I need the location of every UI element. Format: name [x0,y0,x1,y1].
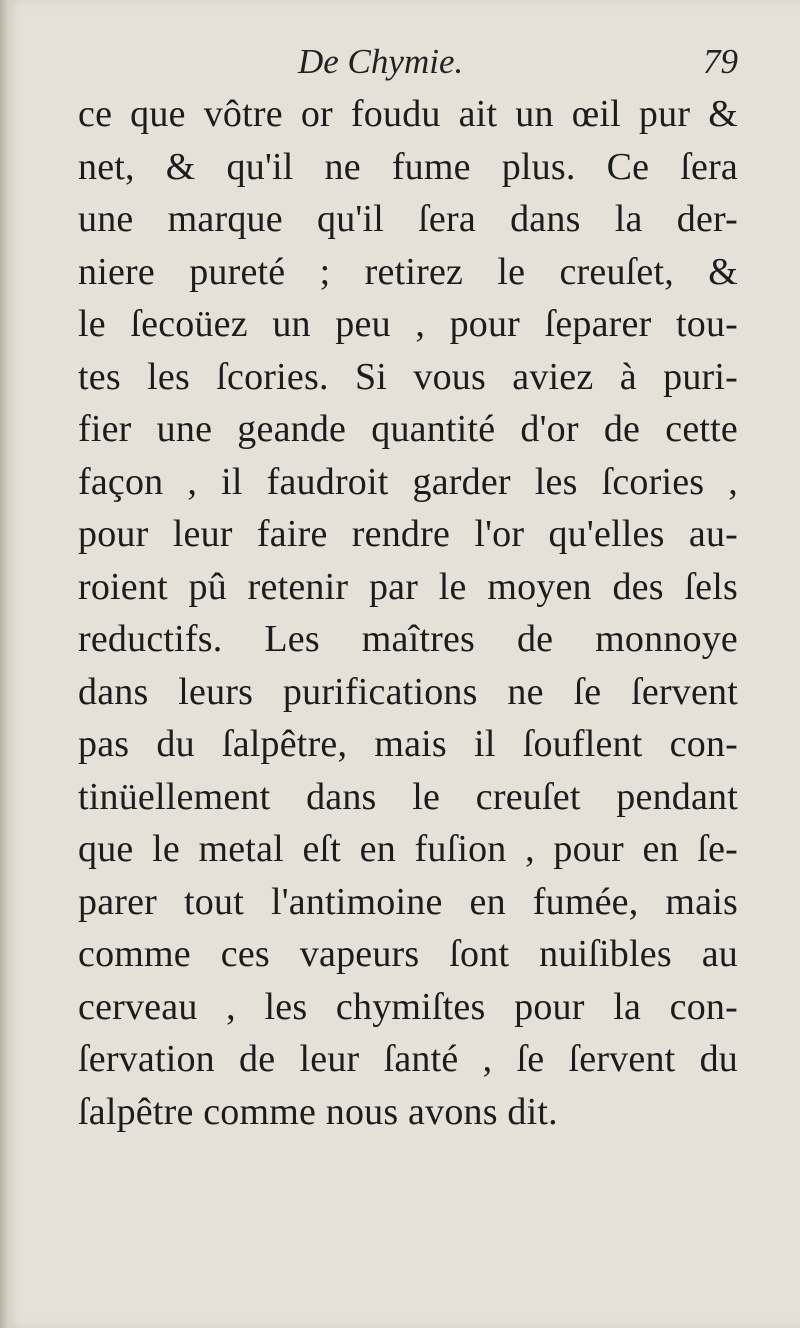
text-line: tes les ſcories. Si vous aviez à puri- [78,355,738,398]
text-line: ſalpêtre comme nous avons dit. [78,1090,558,1133]
text-line: ce que vôtre or foudu ait un œil pur & [78,93,738,135]
text-line: comme ces vapeurs ſont nuiſibles au [78,933,738,975]
running-head [78,40,738,90]
text-line: pas du ſalpêtre, mais il ſouflent con- [78,723,738,765]
text-line: cerveau , les chymiſtes pour la con- [78,985,738,1028]
running-head-title: De Chymie. [298,42,464,81]
text-line: fier une geande quantité d'or de cette [78,408,738,450]
text-line: reductifs. Les maîtres de monnoye [78,618,738,660]
text-line: façon , il faudroit garder les ſcories , [78,460,738,503]
text-line: parer tout l'antimoine en fumée, mais [78,880,738,923]
text-line: ſervation de leur ſanté , ſe ſervent du [78,1038,738,1080]
text-line: une marque qu'il ſera dans la der- [78,198,738,240]
text-line: net, & qu'il ne fume plus. Ce ſera [78,145,738,188]
page-number: 79 [703,42,738,81]
page-gutter [0,0,10,1328]
text-line: niere pureté ; retirez le creuſet, & [78,250,738,293]
text-line: dans leurs purifications ne ſe ſervent [78,670,738,713]
text-line: pour leur faire rendre l'or qu'elles au- [78,513,738,555]
text-line: tinüellement dans le creuſet pendant [78,775,738,818]
text-line: roient pû retenir par le moyen des ſels [78,565,738,608]
text-line: le ſecoüez un peu , pour ſeparer tou- [78,303,738,345]
body-text [78,88,738,1138]
text-line: que le metal eſt en fuſion , pour en ſe- [78,828,738,870]
